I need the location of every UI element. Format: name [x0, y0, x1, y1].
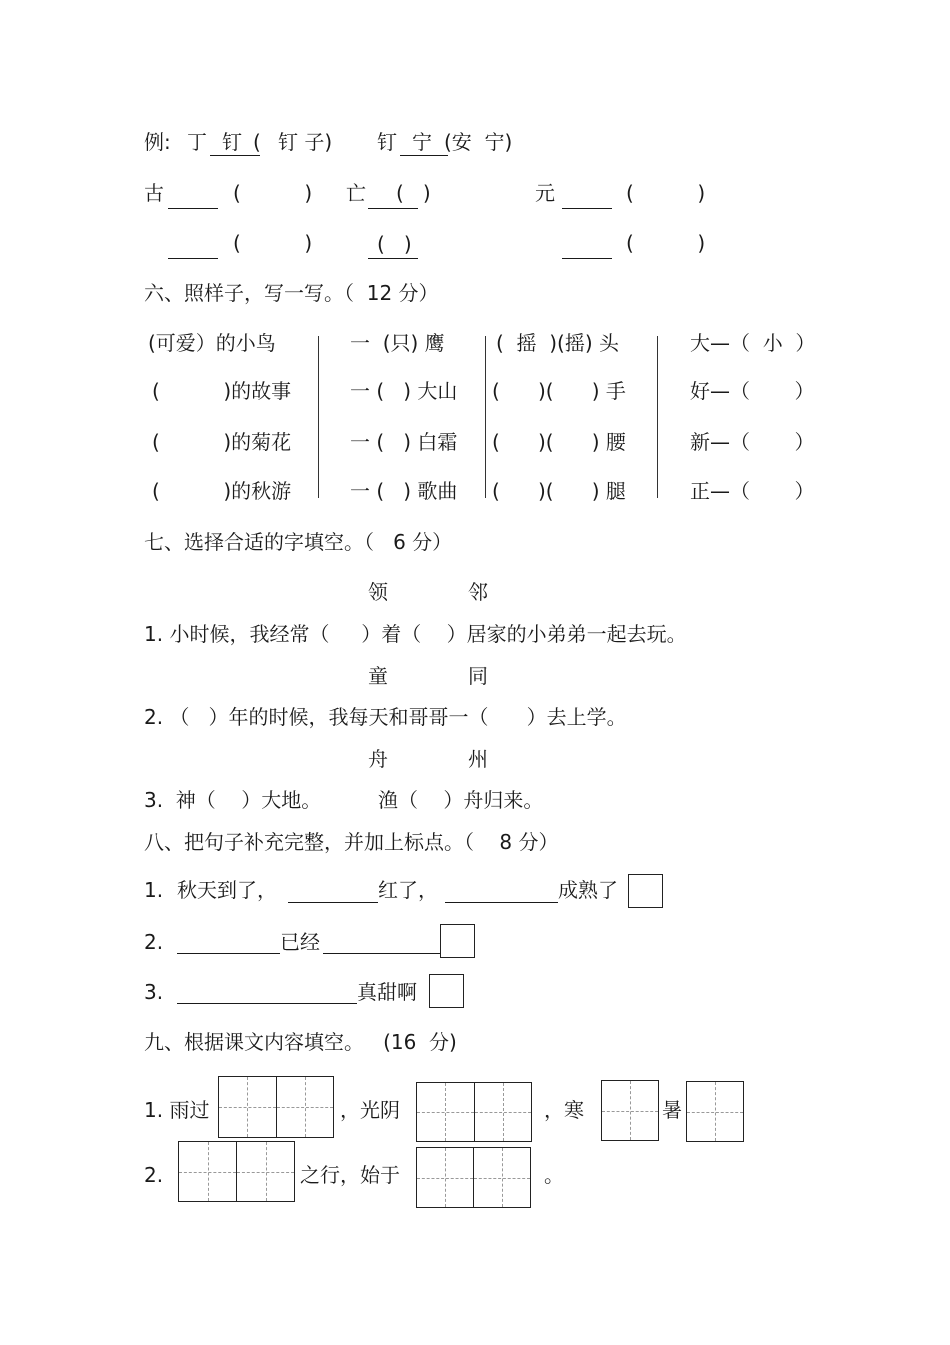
word-paren[interactable]: ( ) — [626, 181, 706, 205]
example-paren: ( — [253, 130, 261, 154]
writing-grid[interactable] — [686, 1081, 744, 1142]
writing-grid[interactable] — [416, 1147, 531, 1208]
char-gu: 古 — [144, 181, 164, 205]
sentence-text: 已经 — [280, 930, 320, 954]
antonym-item[interactable]: 新—（ ） — [690, 430, 815, 454]
verb-item[interactable]: ( )( ) 手 — [492, 379, 626, 403]
sentence-text: 红了， — [378, 878, 438, 902]
measure-word-item[interactable]: 一 ( ) 歌曲 — [350, 479, 458, 503]
example-answer-2-line — [400, 155, 448, 156]
answer-blank[interactable] — [445, 902, 558, 903]
example-answer-1: 钉 — [222, 130, 242, 154]
verb-item: ( 摇 )(摇) 头 — [496, 331, 619, 355]
word-paren[interactable]: ( ) — [377, 232, 412, 256]
word-paren[interactable]: ( ) — [233, 181, 313, 205]
punctuation-box[interactable] — [440, 924, 475, 958]
answer-blank[interactable] — [562, 258, 612, 259]
word-paren[interactable]: ( ) — [626, 231, 706, 255]
question-3a[interactable]: 3. 神（ ）大地。 — [144, 788, 322, 812]
choice-char: 州 — [468, 747, 488, 771]
choice-char: 同 — [468, 664, 488, 688]
measure-word-item[interactable]: 一 ( ) 大山 — [350, 379, 458, 403]
modifier-item: (可爱）的小鸟 — [148, 331, 276, 355]
answer-blank[interactable] — [368, 258, 418, 259]
example-label: 例: — [144, 130, 171, 154]
antonym-item[interactable]: 好—（ ） — [690, 379, 815, 403]
answer-blank[interactable] — [177, 953, 280, 954]
question-2[interactable]: 2. （ ）年的时候，我每天和哥哥一（ ）去上学。 — [144, 705, 627, 729]
example-char-1: 丁 — [187, 130, 207, 154]
punctuation-box[interactable] — [628, 874, 663, 908]
section-9-title: 九、根据课文内容填空。 (16 分) — [144, 1030, 457, 1054]
sentence-text: 成熟了 — [558, 878, 618, 902]
line-text: 1. 雨过 — [144, 1098, 210, 1122]
answer-blank[interactable] — [288, 902, 378, 903]
punctuation-box[interactable] — [429, 974, 464, 1008]
line-text: 暑 — [662, 1098, 682, 1122]
sentence-text: 秋天到了， — [177, 878, 277, 902]
choice-char: 邻 — [468, 580, 488, 604]
antonym-item: 大—（ 小 ） — [690, 331, 816, 355]
writing-grid[interactable] — [416, 1082, 532, 1142]
answer-blank[interactable] — [168, 258, 218, 259]
line-text: 之行，始于 — [300, 1163, 400, 1187]
question-1[interactable]: 1. 小时候，我经常（ ）着（ ）居家的小弟弟一起去玩。 — [144, 622, 687, 646]
section-6-title: 六、照样子，写一写。（ 12 分） — [144, 281, 439, 305]
verb-item[interactable]: ( )( ) 腰 — [492, 430, 626, 454]
line-text: ，光阴 — [340, 1098, 400, 1122]
modifier-item[interactable]: ( )的故事 — [152, 379, 292, 403]
word-paren[interactable]: ( ) — [233, 231, 313, 255]
line-text: 。 — [544, 1163, 564, 1187]
example-answer-1-line — [210, 155, 260, 156]
sentence-number: 3. — [144, 980, 164, 1004]
char-wang: 亡 — [346, 181, 366, 205]
word-paren[interactable]: ( ) — [396, 181, 431, 205]
question-3b[interactable]: 渔（ ）舟归来。 — [378, 788, 544, 812]
line-text: 2. — [144, 1163, 164, 1187]
measure-word-item[interactable]: 一 ( ) 白霜 — [350, 430, 458, 454]
line-text: ，寒 — [544, 1098, 584, 1122]
modifier-item[interactable]: ( )的菊花 — [152, 430, 292, 454]
sentence-text: 真甜啊 — [357, 980, 417, 1004]
answer-blank[interactable] — [168, 208, 218, 209]
choice-char: 童 — [368, 664, 388, 688]
example-word-1: 钉 子) — [278, 130, 333, 154]
writing-grid[interactable] — [218, 1076, 334, 1138]
answer-blank[interactable] — [368, 208, 418, 209]
example-word-2: (安 宁) — [444, 130, 513, 154]
sentence-number: 2. — [144, 930, 164, 954]
sentence-number: 1. — [144, 878, 164, 902]
answer-blank[interactable] — [177, 1003, 357, 1004]
section-8-title: 八、把句子补充完整，并加上标点。（ 8 分） — [144, 830, 559, 854]
column-divider — [485, 336, 486, 498]
antonym-item[interactable]: 正—（ ） — [690, 479, 815, 503]
verb-item[interactable]: ( )( ) 腿 — [492, 479, 626, 503]
writing-grid[interactable] — [178, 1141, 295, 1202]
measure-word-item: 一 (只) 鹰 — [350, 331, 445, 355]
answer-blank[interactable] — [562, 208, 612, 209]
writing-grid[interactable] — [601, 1080, 659, 1141]
char-yuan: 元 — [535, 181, 555, 205]
modifier-item[interactable]: ( )的秋游 — [152, 479, 292, 503]
column-divider — [657, 336, 658, 498]
section-7-title: 七、选择合适的字填空。（ 6 分） — [144, 530, 453, 554]
choice-char: 舟 — [368, 747, 388, 771]
example-answer-2: 宁 — [412, 130, 432, 154]
example-char-2: 钉 — [377, 130, 397, 154]
choice-char: 领 — [368, 580, 388, 604]
column-divider — [318, 336, 319, 498]
answer-blank[interactable] — [323, 953, 440, 954]
